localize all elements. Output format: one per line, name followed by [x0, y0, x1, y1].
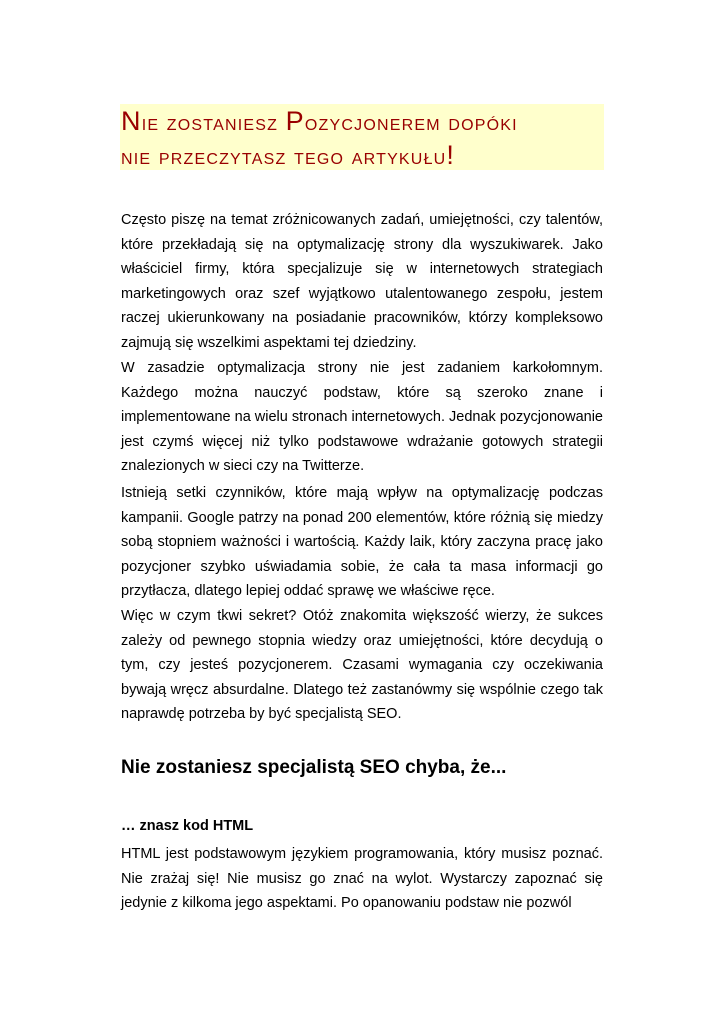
title-initial-p: P — [285, 106, 305, 136]
title-exclamation: ! — [446, 140, 456, 170]
title-text-part-1: ie zostaniesz — [141, 109, 286, 135]
subsection-heading: … znasz kod HTML — [121, 818, 254, 834]
title-initial-n: N — [121, 106, 142, 136]
subsection-paragraph: HTML jest podstawowym językiem programowania, który musisz poznać. Nie zrażaj się! Nie musisz go znać na wylot. Wystarczy zapoznać się jedynie z kilkoma jego aspektami. Po opanowaniu podstaw nie pozwól — [121, 846, 603, 911]
paragraph-4: Więc w czym tkwi sekret? Otóż znakomita większość wierzy, że sukces zależy od pewnego stopnia wiedzy oraz umiejętności, które decydują o tym, czy jesteś pozycjonerem. Czasami wymagania czy oczekiwania bywają wręcz absurdalne. Dlatego też zastanówmy się wspólnie czego tak naprawdę potrzeba by być specjalistą SEO. — [121, 608, 603, 722]
article-title-line-2 — [121, 142, 455, 169]
article-title-box — [120, 104, 604, 170]
paragraph-3: Istnieją setki czynników, które mają wpływ na optymalizację podczas kampanii. Google patrzy na ponad 200 elementów, które różnią się miedzy sobą stopniem ważności i wartością. Każdy laik, który zaczyna pracę jako pozycjoner szybko uświadamia sobie, że cała ta masa informacji go przytłacza, dlatego lepiej oddać sprawę we właściwe ręce. — [121, 485, 603, 599]
title-text-part-3: nie przeczytasz tego artykułu — [121, 143, 447, 169]
title-text-part-2: ozycjonerem dopóki — [304, 109, 518, 135]
paragraph-2: W zasadzie optymalizacja strony nie jest zadaniem karkołomnym. Każdego można nauczyć podstaw, które są szeroko znane i implementowane na wielu stronach internetowych. Jednak pozycjonowanie jest czymś więcej niż tylko podstawowe wdrażanie gotowych strategii znalezionych w sieci czy na Twitterze. — [121, 360, 603, 474]
section-heading: Nie zostaniesz specjalistą SEO chyba, że... — [121, 757, 507, 778]
article-title-line-1 — [121, 108, 518, 135]
paragraph-1: Często piszę na temat zróżnicowanych zadań, umiejętności, czy talentów, które przekładają się na optymalizację strony dla wyszukiwarek. Jako właściciel firmy, która specjalizuje się w internetowych strategiach marketingowych oraz szef wyjątkowo utalentowanego zespołu, jestem raczej ukierunkowany na posiadanie pracowników, którzy kompleksowo zajmują się wszelkimi aspektami tej dziedziny. — [121, 212, 603, 351]
